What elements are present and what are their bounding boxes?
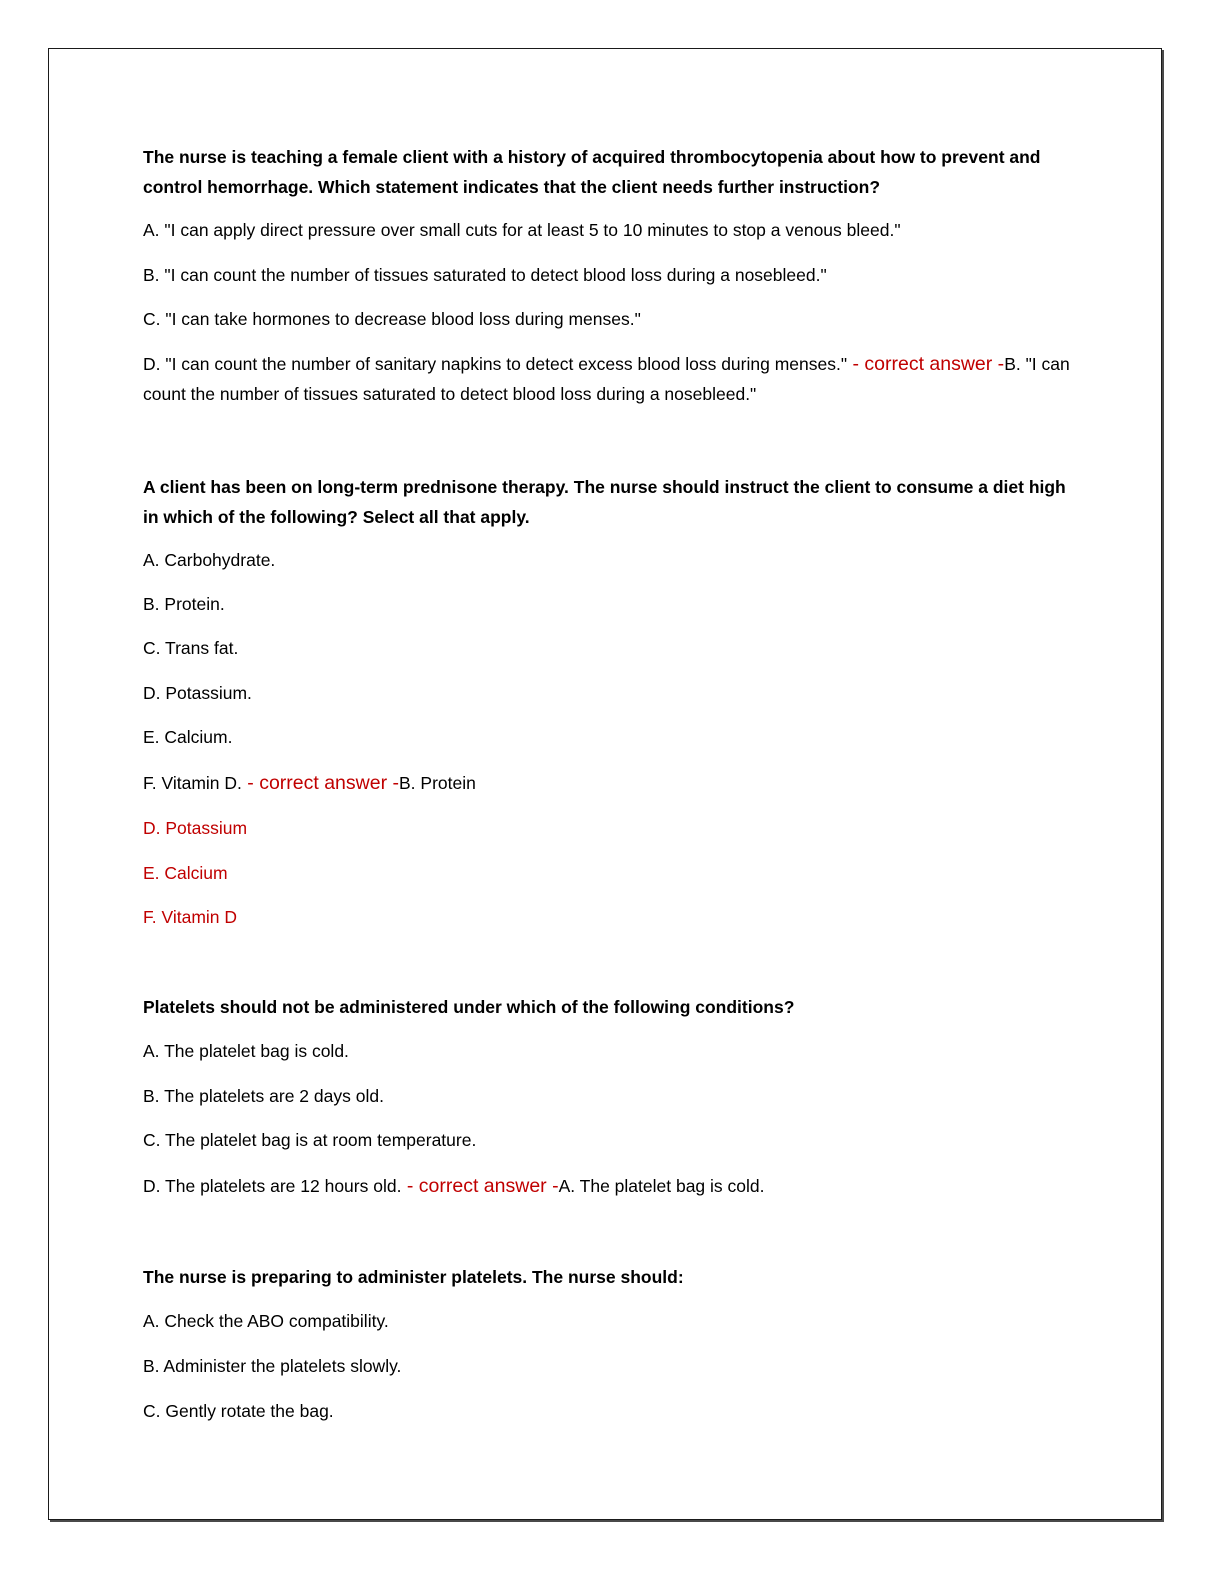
question-4-option-b: B. Administer the platelets slowly. [143, 1356, 402, 1376]
question-2-option-a: A. Carbohydrate. [143, 550, 276, 570]
question-2-answer-extra-3: F. Vitamin D [143, 907, 238, 927]
question-1-option-c: C. "I can take hormones to decrease blood loss during menses." [143, 309, 641, 329]
question-1-option-d-with-answer [143, 349, 1073, 409]
question-1-option-a: A. "I can apply direct pressure over small cuts for at least 5 to 10 minutes to stop a venous bleed." [143, 220, 901, 240]
question-2-answer-extra-2: E. Calcium [143, 863, 228, 883]
question-3-answer: A. The platelet bag is cold. [558, 1176, 765, 1196]
question-4 [143, 1262, 1073, 1292]
question-1-prompt: The nurse is teaching a female client with a history of acquired thrombocytopenia about how to prevent and control hemorrhage. Which statement indicates that the client needs further instruction? [143, 147, 1041, 197]
question-2-option-d: D. Potassium. [143, 683, 252, 703]
question-4-option-c: C. Gently rotate the bag. [143, 1401, 334, 1421]
question-2-option-b: B. Protein. [143, 594, 225, 614]
correct-answer-marker: - correct answer - [847, 353, 1005, 375]
correct-answer-marker: - correct answer - [241, 772, 399, 794]
question-2-answer-extra-1: D. Potassium [143, 818, 248, 838]
question-2-prompt: A client has been on long-term prednisone therapy. The nurse should instruct the client to consume a diet high in which of the following? Select all that apply. [143, 477, 1066, 527]
question-3-option-c: C. The platelet bag is at room temperature. [143, 1130, 477, 1150]
question-1-option-d: D. "I can count the number of sanitary napkins to detect excess blood loss during menses." [143, 354, 848, 374]
question-3 [143, 992, 1073, 1022]
correct-answer-marker: - correct answer - [401, 1175, 559, 1197]
question-2-answer: B. Protein [399, 773, 476, 793]
question-2 [143, 472, 1073, 532]
question-3-option-a: A. The platelet bag is cold. [143, 1041, 349, 1061]
question-2-option-f-with-answer [143, 768, 1073, 798]
question-2-option-e: E. Calcium. [143, 727, 233, 747]
question-1-answer: B. "I can count the number of tissues saturated to detect blood loss during a nosebleed." [143, 354, 1070, 404]
question-3-option-b: B. The platelets are 2 days old. [143, 1086, 384, 1106]
question-1 [143, 142, 1073, 202]
question-3-prompt: Platelets should not be administered under which of the following conditions? [143, 997, 795, 1017]
question-4-prompt: The nurse is preparing to administer platelets. The nurse should: [143, 1267, 684, 1287]
question-2-option-c: C. Trans fat. [143, 638, 239, 658]
question-3-option-d-with-answer [143, 1171, 1073, 1201]
question-1-option-b: B. "I can count the number of tissues saturated to detect blood loss during a nosebleed." [143, 265, 827, 285]
question-2-option-f: F. Vitamin D. [143, 773, 242, 793]
question-4-option-a: A. Check the ABO compatibility. [143, 1311, 389, 1331]
question-3-option-d: D. The platelets are 12 hours old. [143, 1176, 402, 1196]
